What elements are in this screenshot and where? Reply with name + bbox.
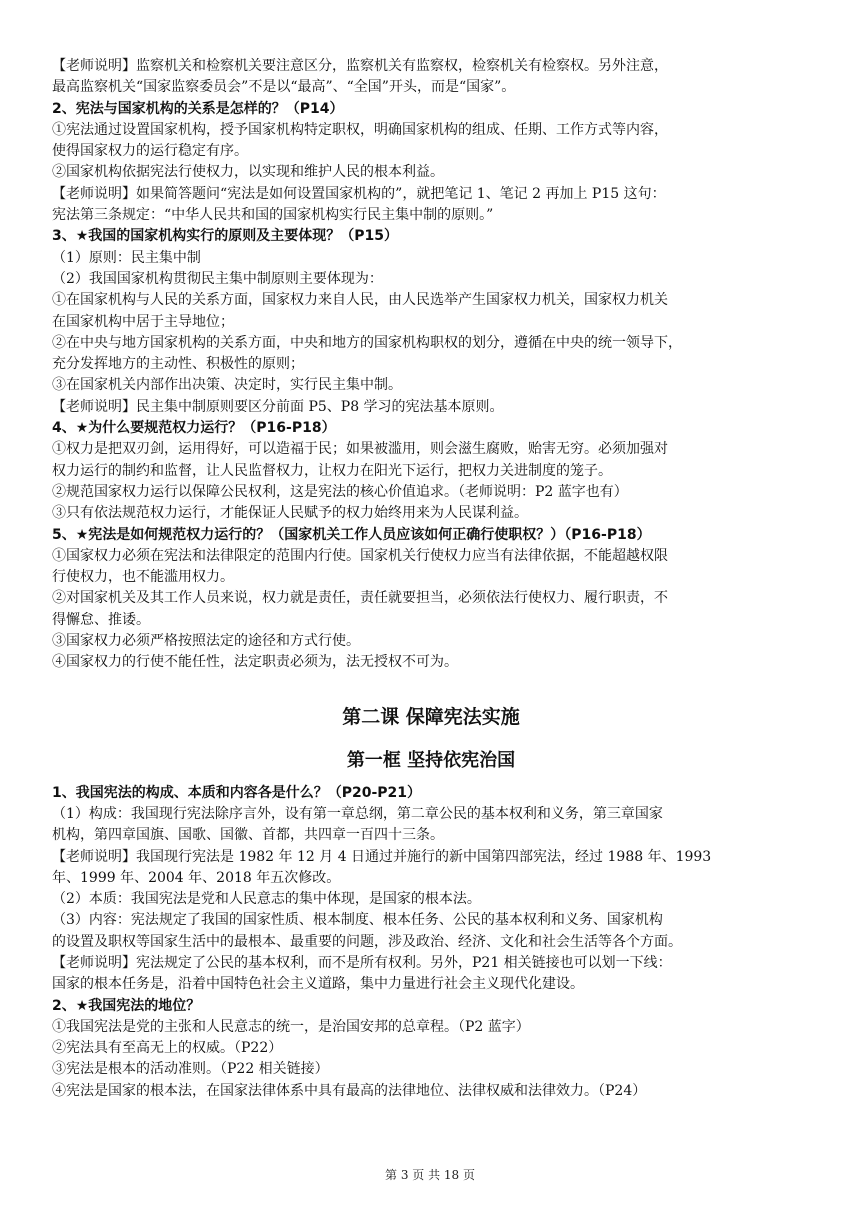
text-line: ②对国家机关及其工作人员来说，权力就是责任，责任就要担当，必须依法行使权力、履行职责，不 <box>52 590 668 607</box>
text-line: （2）本质：我国宪法是党和人民意志的集中体现，是国家的根本法。 <box>52 891 481 908</box>
text-line: 【老师说明】监察机关和检察机关要注意区分，监察机关有监察权，检察机关有检察权。另外注意， <box>52 58 668 74</box>
text-line: ③国家权力必须严格按照法定的途径和方式行使。 <box>52 633 360 650</box>
text-line: （1）原则：民主集中制 <box>52 249 201 266</box>
text-line: 行使权力，也不能滥用权力。 <box>52 569 234 586</box>
text-line: ①宪法通过设置国家机构，授予国家机构特定职权，明确国家机构的组成、任期、工作方式等内容， <box>52 121 668 138</box>
text-line: 【老师说明】民主集中制原则要区分前面 P5、P8 学习的宪法基本原则。 <box>52 398 504 415</box>
question-heading: 3、★我国的国家机构实行的原则及主要体现？（P15） <box>52 228 399 245</box>
text-line: 充分发挥地方的主动性、积极性的原则； <box>52 356 304 373</box>
content-block-1 <box>52 56 810 674</box>
text-line: 【老师说明】宪法规定了公民的基本权利，而不是所有权利。另外，P21 相关链接也可以划一下线： <box>52 954 672 971</box>
text-line: ③宪法是根本的活动准则。（P22 相关链接） <box>52 1061 329 1078</box>
text-line: ④宪法是国家的根本法，在国家法律体系中具有最高的法律地位、法律权威和法律效力。（P24） <box>52 1082 647 1099</box>
text-line: ①我国宪法是党的主张和人民意志的统一，是治国安邦的总章程。（P2 蓝字） <box>52 1018 530 1035</box>
text-line: 权力运行的制约和监督，让人民监督权力，让权力在阳光下运行，把权力关进制度的笼子。 <box>52 462 612 479</box>
question-heading: 5、★宪法是如何规范权力运行的？（国家机关工作人员应该如何正确行使职权？）（P16-P18） <box>52 526 651 543</box>
lesson-title: 第二课 保障宪法实施 <box>342 705 520 728</box>
question-heading: 2、★我国宪法的地位？ <box>52 997 201 1014</box>
question-heading: 4、★为什么要规范权力运行？（P16-P18） <box>52 420 336 437</box>
text-line: ①国家权力必须在宪法和法律限定的范围内行使。国家机关行使权力应当有法律依据，不能超越权限 <box>52 547 668 564</box>
text-line: 得懈怠、推诿。 <box>52 611 150 628</box>
text-line: 【老师说明】如果简答题问“宪法是如何设置国家机构的”，就把笔记 1、笔记 2 再加上 P15 这句： <box>52 185 666 202</box>
text-line: ②在中央与地方国家机构的关系方面，中央和地方的国家机构职权的划分，遵循在中央的统一领导下， <box>52 334 682 351</box>
text-line: ②宪法具有至高无上的权威。（P22） <box>52 1040 283 1057</box>
text-line: ②规范国家权力运行以保障公民权利，这是宪法的核心价值追求。（老师说明：P2 蓝字也有） <box>52 483 628 500</box>
text-line: 在国家机构中居于主导地位； <box>52 313 234 330</box>
text-line: 机构，第四章国旗、国歌、国徽、首都，共四章一百四十三条。 <box>52 827 444 844</box>
text-line: ③只有依法规范权力运行，才能保证人民赋予的权力始终用来为人民谋利益。 <box>52 505 528 522</box>
text-line: 最高监察机关“国家监察委员会”不是以“最高”、“全国”开头，而是“国家”。 <box>52 79 516 96</box>
document-page <box>52 56 810 1102</box>
text-line: 宪法第三条规定：“中华人民共和国的国家机构实行民主集中制的原则。” <box>52 207 494 224</box>
text-line: ②国家机构依据宪法行使权力，以实现和维护人民的根本利益。 <box>52 164 444 181</box>
text-line: 年、1999 年、2004 年、2018 年五次修改。 <box>52 869 341 886</box>
text-line: 使得国家权力的运行稳定有序。 <box>52 143 248 160</box>
text-line: （3）内容：宪法规定了我国的国家性质、根本制度、根本任务、公民的基本权利和义务、国家机构 <box>52 912 663 929</box>
question-heading: 1、我国宪法的构成、本质和内容各是什么？（P20-P21） <box>52 784 422 801</box>
text-line: ④国家权力的行使不能任性，法定职责必须为，法无授权不可为。 <box>52 654 458 671</box>
question-heading: 2、宪法与国家机构的关系是怎样的？（P14） <box>52 100 344 117</box>
text-line: （2）我国国家机构贯彻民主集中制原则主要体现为： <box>52 270 383 287</box>
content-block-2 <box>52 783 810 1102</box>
page-footer: 第 3 页 共 18 页 <box>385 1168 475 1182</box>
text-line: ③在国家机关内部作出决策、决定时，实行民主集中制。 <box>52 377 402 394</box>
text-line: 国家的根本任务是，沿着中国特色社会主义道路，集中力量进行社会主义现代化建设。 <box>52 976 584 993</box>
text-line: 【老师说明】我国现行宪法是 1982 年 12 月 4 日通过并施行的新中国第四部宪法，经过 1988 年、1993 <box>52 848 712 865</box>
text-line: ①权力是把双刃剑，运用得好，可以造福于民；如果被滥用，则会滋生腐败，贻害无穷。必须加强对 <box>52 441 668 458</box>
text-line: ①在国家机构与人民的关系方面，国家权力来自人民，由人民选举产生国家权力机关，国家权力机关 <box>52 292 668 309</box>
section-title: 第一框 坚持依宪治国 <box>346 749 516 771</box>
text-line: （1）构成：我国现行宪法除序言外，设有第一章总纲，第二章公民的基本权利和义务，第三章国家 <box>52 805 663 822</box>
text-line: 的设置及职权等国家生活中的最根本、最重要的问题，涉及政治、经济、文化和社会生活等各个方面。 <box>52 933 682 950</box>
